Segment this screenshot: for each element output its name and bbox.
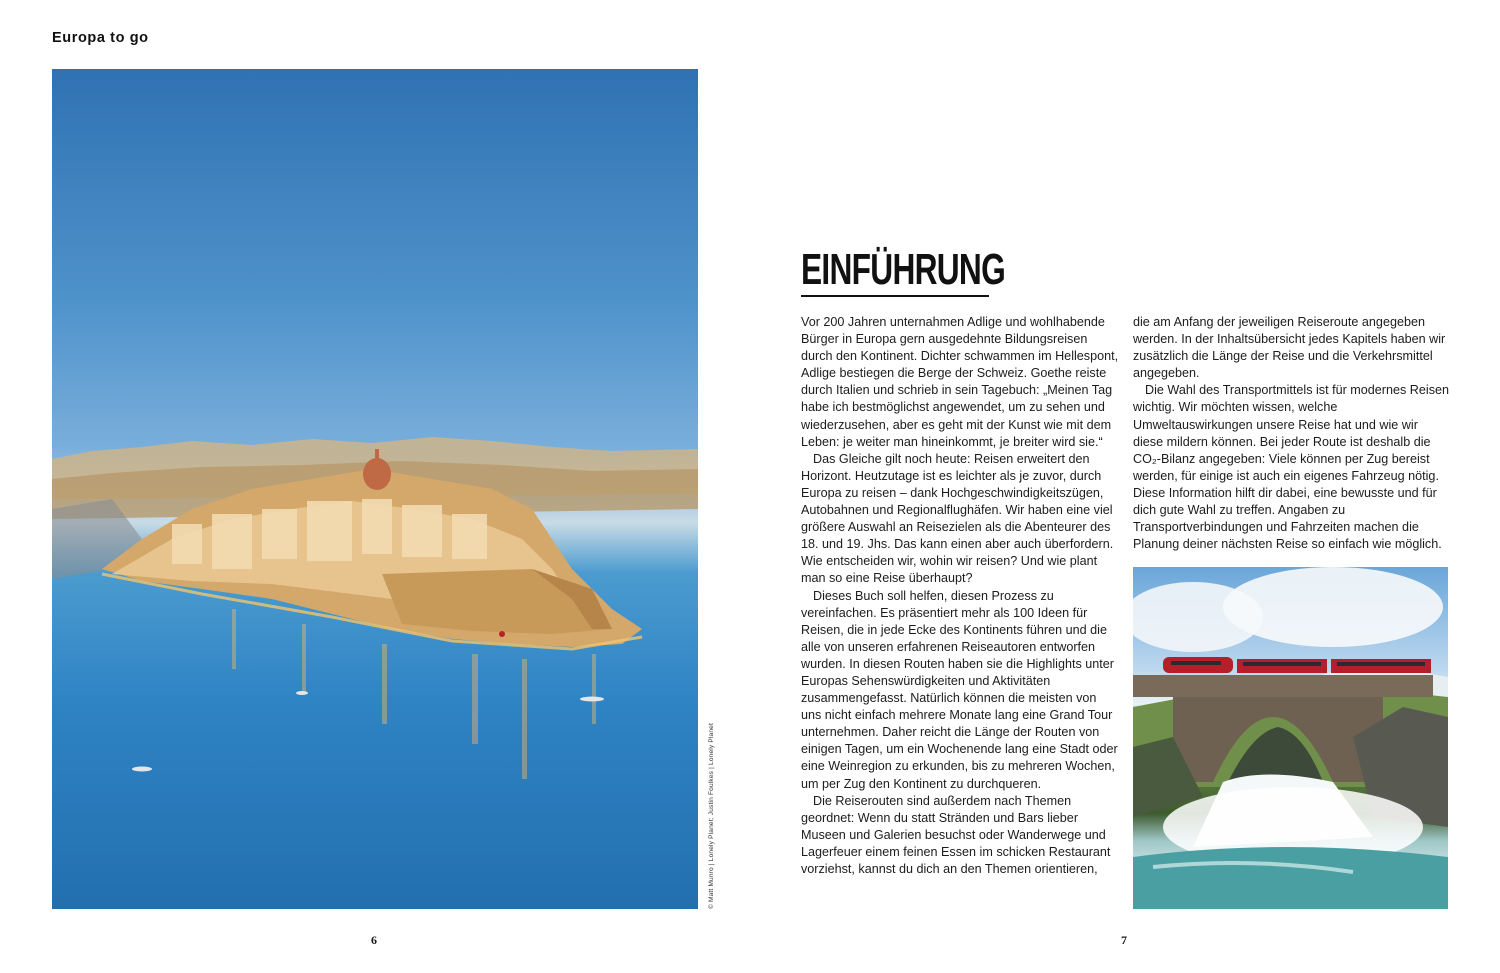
body-column-2 xyxy=(1133,314,1451,553)
page-number-left: 6 xyxy=(371,933,377,947)
paragraph: Die Wahl des Transportmittels ist für modernes Reisen wichtig. Wir möchten wissen, welche Umweltauswirkungen unsere Reise hat und wie wir diese mildern können. Bei jeder Route ist deshalb die CO₂-Bilanz angegeben: Viele können per Zug bereist werden, für einige ist auch ein eigenes Fahrzeug nötig. Diese Information hilft dir dabei, eine bewusste und für dich gute Wahl zu treffen. Angaben zu Transportverbindungen und Fahrzeiten machen die Planung deiner nächsten Reise so einfach wie möglich. xyxy=(1133,383,1449,552)
paragraph: die am Anfang der jeweiligen Reiseroute angegeben werden. In der Inhaltsübersicht jedes Kapitels haben wir zusätzlich die Länge der Reise und die Verkehrsmittel angegeben. xyxy=(1133,315,1446,381)
paragraph: Dieses Buch soll helfen, diesen Prozess zu vereinfachen. Es präsentiert mehr als 100 Ideen für Reisen, die in jede Ecke des Kontinents führen und die alle von unseren erfahrenen Reiseautoren entworfen wurden. In diesen Routen haben sie die Highlights unter Europas Sehenswürdigkeiten und Aktivitäten zusammengefasst. Natürlich können die meisten von uns nicht einfach mehrere Monate lang eine Grand Tour unternehmen. Daher reicht die Länge der Routen von einigen Tagen, um ein Wochenende lang eine Stadt oder eine Weinregion zu erkunden, bis zu mehreren Wochen, um per Zug den Kontinent zu durchqueren. xyxy=(801,588,1118,791)
paragraph: Vor 200 Jahren unternahmen Adlige und wohlhabende Bürger in Europa gern ausgedehnte Bildungsreisen durch den Kontinent. Dichter schwammen im Hellespont, Adlige bestiegen die Berge der Schweiz. Goethe reiste durch Italien und schrieb in sein Tagebuch: „Meinen Tag habe ich bestmöglichst angewendet, um zu sehen und wiederzusehen, aber es geht mit der Kunst wie mit dem Leben: je weiter man hineinkommt, je breiter wird sie.“ xyxy=(801,315,1119,449)
train-viaduct-photo xyxy=(1133,567,1448,909)
paragraph: Das Gleiche gilt noch heute: Reisen erweitert den Horizont. Heutzutage ist es leichter als je zuvor, durch Europa zu reisen – dank Hochgeschwindigkeitszügen, Autobahnen und Regionalflughäfen. Wir haben eine viel größere Auswahl an Reisezielen als die Abenteurer des 18. und 19. Jhs. Das kann einen aber auch überfordern. Wie entscheiden wir, wohin wir reisen? Und wie plant man so eine Reise überhaupt? xyxy=(801,451,1114,586)
heading-underline xyxy=(801,295,989,297)
page-number-right: 7 xyxy=(1121,933,1127,947)
paragraph: Die Reiserouten sind außerdem nach Themen geordnet: Wenn du statt Stränden und Bars lieber Museen und Galerien besuchst oder Wanderwege und Lagerfeuer einem feinen Essen im schicken Restaurant vorziehst, kannst du dich an den Themen orientieren, xyxy=(801,793,1111,876)
body-column-1 xyxy=(801,314,1119,878)
running-head: Europa to go xyxy=(52,30,149,46)
page-title: EINFÜHRUNG xyxy=(801,245,1005,294)
photo-credit: © Matt Munro | Lonely Planet; Justin Foulkes | Lonely Planet xyxy=(708,722,715,909)
harbour-photo xyxy=(52,69,698,909)
